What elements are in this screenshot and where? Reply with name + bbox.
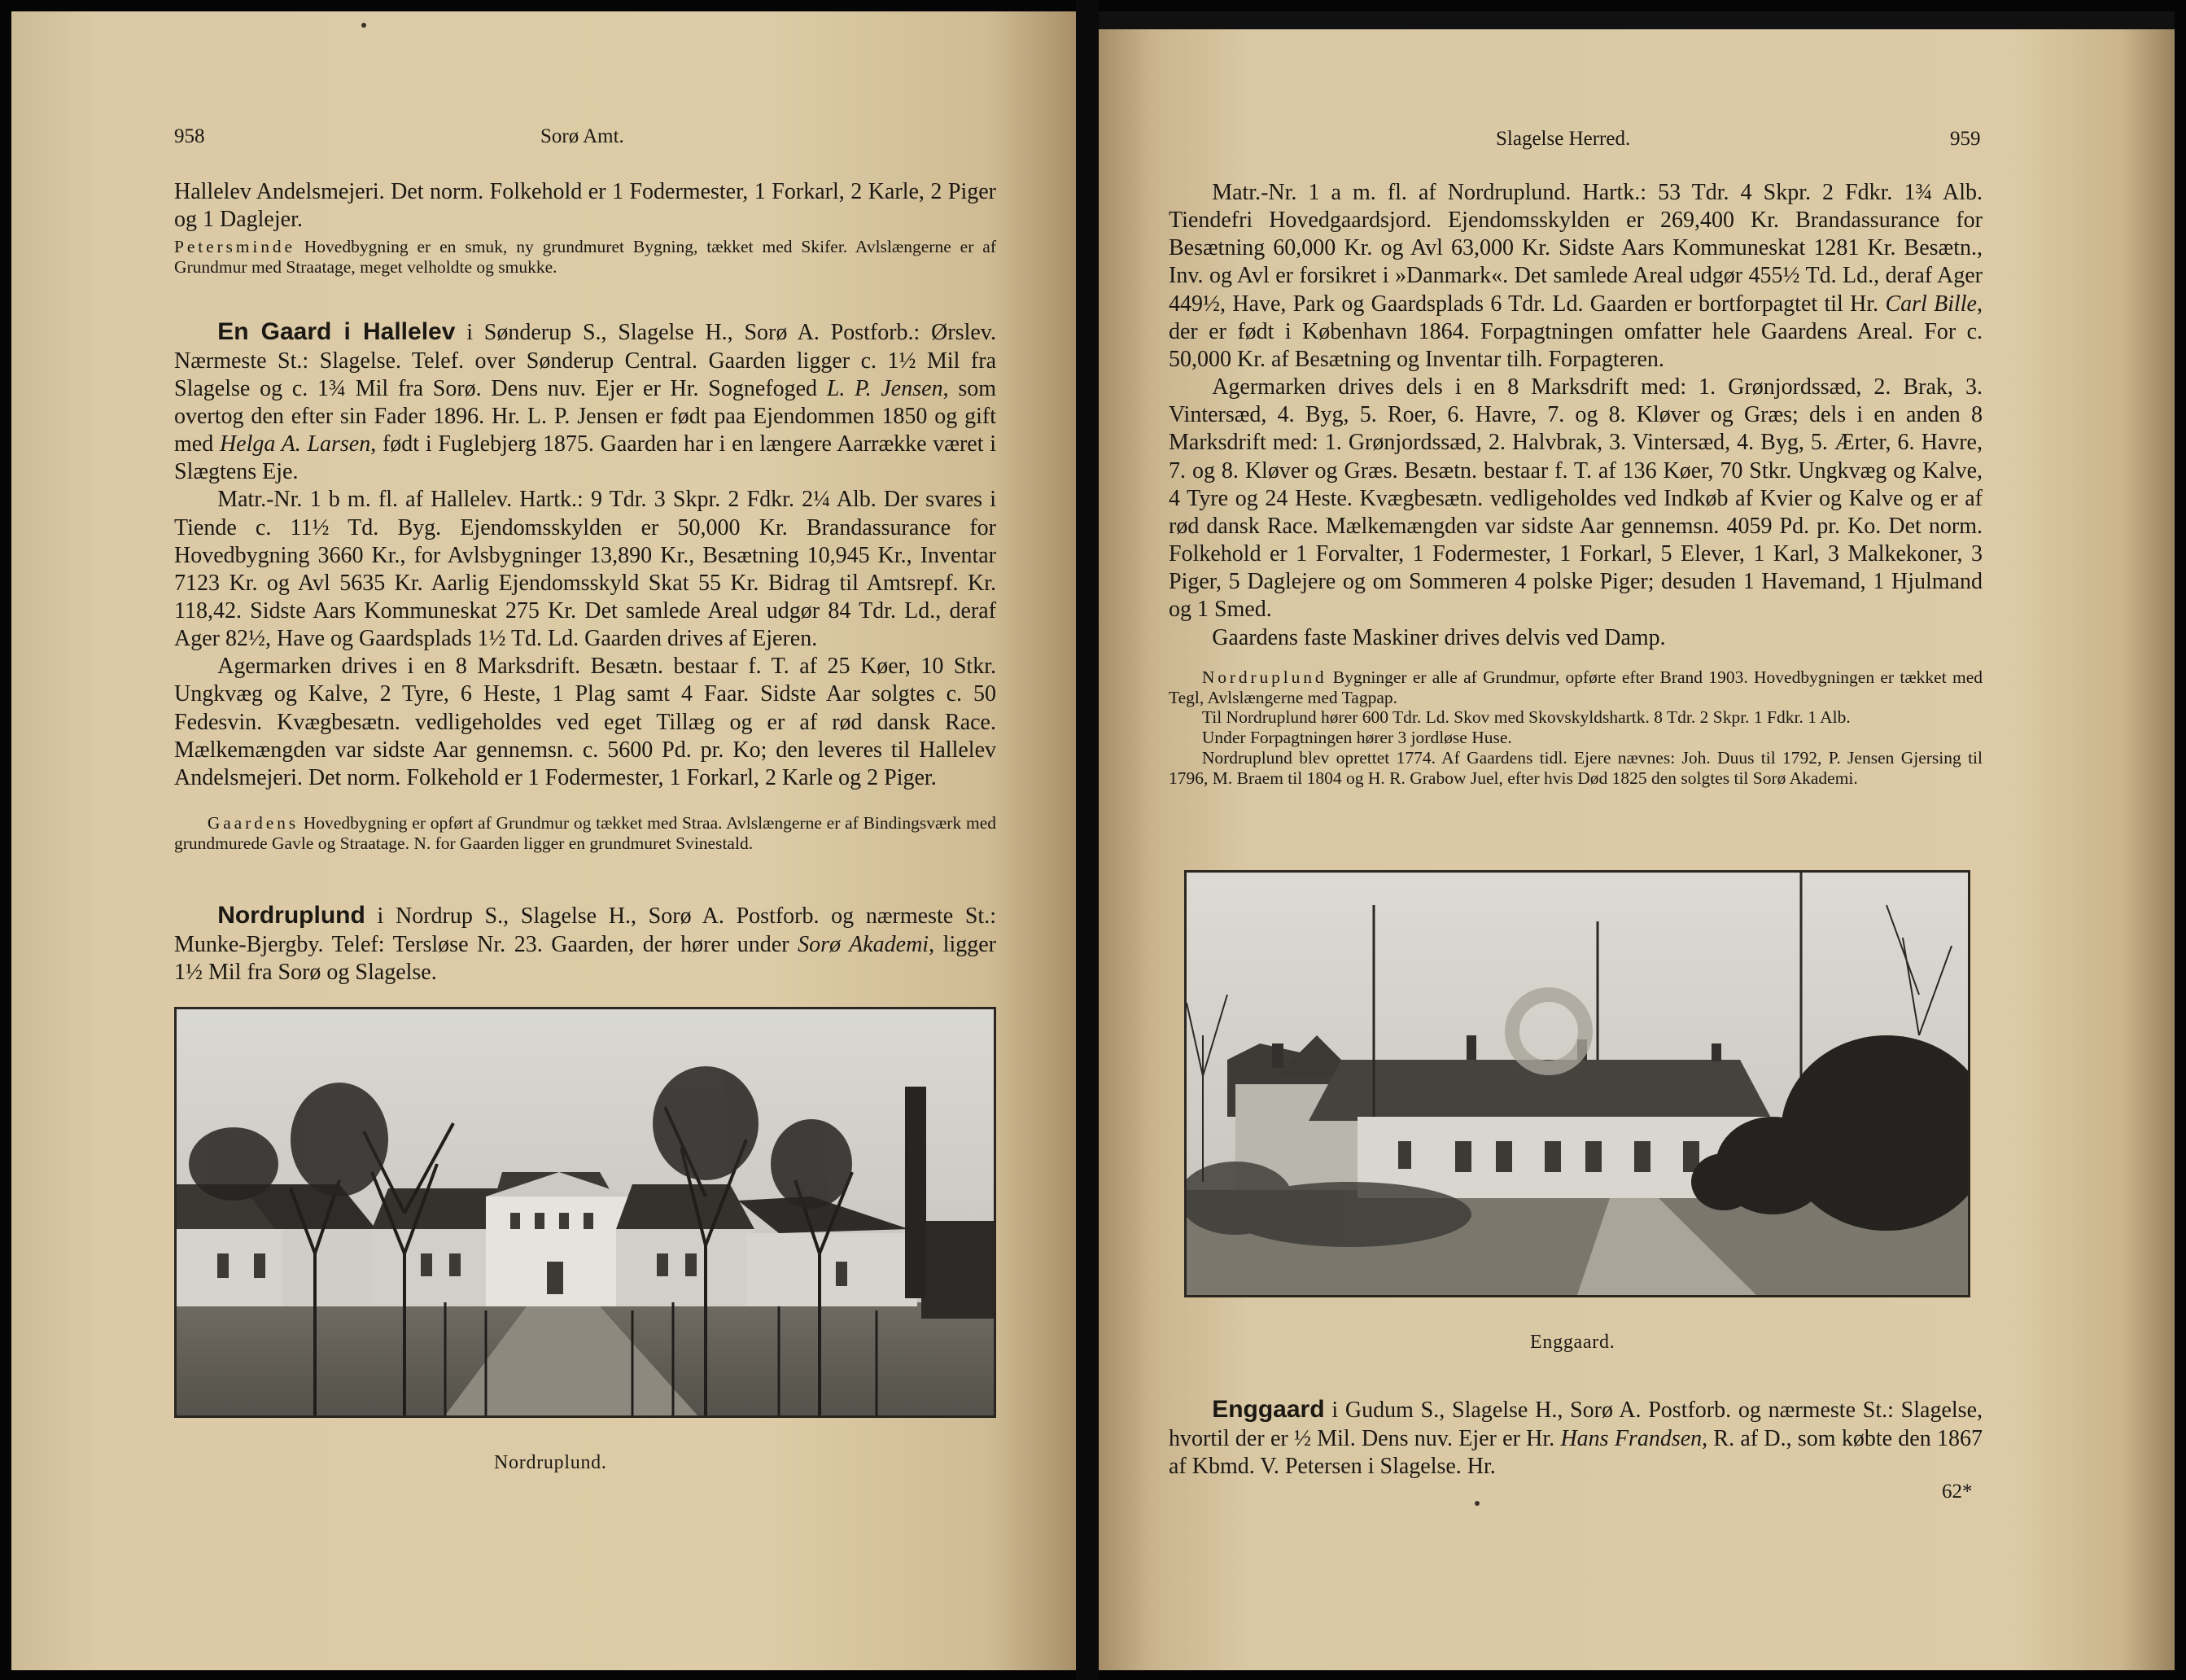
note-text: Bygninger er alle af Grundmur, opførte efter Brand 1903. Hovedbygningen er tækket med Tegl, Avlslængerne med Tagpap. xyxy=(1169,667,1983,707)
wife-name: Helga A. Larsen xyxy=(219,431,371,457)
photo-enggaard-illustration xyxy=(1187,873,1968,1295)
note-text: Hovedbygning er en smuk, ny grundmuret Bygning, tækket med Skifer. Avlslængerne er af Grundmur med Straatage, meget velholdte og smukke. xyxy=(174,237,996,277)
entry-text: i Gudum S., Slagelse H., Sorø A. Postforb. og nærmeste St.: Slagelse, hvortil der er ½ Mil. Dens nuv. Ejer er Hr. xyxy=(1169,1398,1983,1451)
paragraph: Agermarken drives i en 8 Marksdrift. Besætn. bestaar f. T. af 25 Køer, 10 Stkr. Ungkvæg og Kalve, 2 Tyre, 6 Heste, 1 Plag samt 4 Faar. Sidste Aar solgtes c. 50 Fedesvin. Kvægbesætn. vedligeholdes ved eget Tillæg og er af rød dansk Race. Mælkemængden var sidste Aar gennemsn. c. 5600 Pd. pr. Ko; den leveres til Hallelev Andelsmejeri. Det norm. Folkehold er 1 Fodermester, 1 Forkarl, 2 Karle og 2 Piger. xyxy=(174,654,996,790)
photo-caption: Nordruplund. xyxy=(494,1452,607,1473)
text-column xyxy=(1169,179,1983,652)
owner-name: Sorø Akademi xyxy=(798,931,929,957)
left-page xyxy=(11,11,1076,1670)
note-lead-word: Petersminde xyxy=(174,237,295,256)
entry-text: , født i Fuglebjerg 1875. Gaarden har i en længere Aarrække været i Slægtens Eje. xyxy=(174,431,997,485)
tenant-name: Carl Bille xyxy=(1885,291,1977,317)
entry-heading: En Gaard i Hallelev xyxy=(217,318,456,345)
right-page xyxy=(1099,11,2175,1670)
book-spine-shadow xyxy=(1076,0,1099,1680)
note-text: Til Nordruplund hører 600 Tdr. Ld. Skov med Skovskyldshartk. 8 Tdr. 2 Skpr. 1 Fdkr. 1 Alb. xyxy=(1201,707,1851,728)
owner-name: L. P. Jensen xyxy=(826,375,943,401)
note-text: Hovedbygning er opført af Grundmur og tækket med Straa. Avlslængerne er af Bindingsværk med grundmurede Gavle og Straatage. N. for Gaarden ligger en grundmuret Svinestald. xyxy=(174,813,996,853)
entry-text: , ligger 1½ Mil fra Sorø og Slagelse. xyxy=(174,931,996,985)
small-print-note xyxy=(174,813,996,853)
page-number: 958 xyxy=(174,125,205,147)
entry-text: , R. af D., som købte den 1867 af Kbmd. V. Petersen i Slagelse. Hr. xyxy=(1169,1425,1983,1479)
photo-nordruplund xyxy=(174,1007,996,1418)
entry-en-gaard-i-hallelev xyxy=(174,317,996,792)
text-column xyxy=(174,178,996,234)
entry-enggaard xyxy=(1169,1395,1983,1481)
paragraph: Hallelev Andelsmejeri. Det norm. Folkehold er 1 Fodermester, 1 Forkarl, 2 Karle, 2 Piger og 1 Daglejer. xyxy=(174,179,996,233)
paragraph: Agermarken drives dels i en 8 Marksdrift med: 1. Grønjordssæd, 2. Brak, 3. Vintersæd, 4. Byg, 5. Roer, 6. Havre, 7. og 8. Kløver og Græs; dels i en anden 8 Marksdrift med: 1. Grønjordssæd, 2. Halvbrak, 3. Vintersæd, 4. Byg, 5. Ærter, 6. Havre, 7. og 8. Kløver og Græs. Besætn. bestaar f. T. af 136 Køer, 70 Stkr. Ungkvæg og Kalve, 4 Tyre og 24 Heste. Kvægbesætn. vedligeholdes ved Indkøb af Kvier og Kalve og er af rød dansk Race. Mælkemængden var sidste Aar gennemsn. 4059 Pd. pr. Ko. Det norm. Folkehold er 1 Forvalter, 1 Fodermester, 1 Forkarl, 5 Elever, 1 Karl, 3 Malkekoner, 3 Piger, 5 Daglejere og om Sommeren 4 polske Piger; desuden 1 Havemand, 1 Hjulmand og 1 Smed. xyxy=(1169,374,1983,623)
owner-name: Hans Frandsen xyxy=(1560,1425,1703,1451)
entry-nordruplund xyxy=(174,901,996,987)
running-head: Slagelse Herred. xyxy=(1496,128,1631,150)
page-number: 959 xyxy=(1950,128,1981,150)
entry-text: i Nordrup S., Slagelse H., Sorø A. Postforb. og nærmeste St.: Munke-Bjergby. Telef: Tersløse Nr. 23. Gaarden, der hører under xyxy=(174,903,996,957)
photo-nordruplund-illustration xyxy=(177,1009,994,1415)
photo-enggaard xyxy=(1184,870,1970,1297)
entry-heading: Nordruplund xyxy=(217,902,365,929)
small-print-note xyxy=(1169,667,1983,788)
paragraph-text: Matr.-Nr. 1 a m. fl. af Nordruplund. Hartk.: 53 Tdr. 4 Skpr. 2 Fdkr. 1¾ Alb. Tiendefri Hovedgaardsjord. Ejendomsskylden er 269,400 Kr. Brandassurance for Besætning 60,000 Kr. og Avl 63,000 Kr. Sidste Aars Kommuneskat 1281 Kr. Besætn., Inv. og Avl er forsikret i »Danmark«. Det samlede Areal udgør 455½ Td. Ld., deraf Ager 449½, Have, Park og Gaardsplads 6 Tdr. Ld. Gaarden er bortforpagtet til Hr. xyxy=(1169,180,1983,317)
paragraph: Gaardens faste Maskiner drives delvis ved Damp. xyxy=(1212,624,1666,650)
signature-mark: 62* xyxy=(1942,1481,1973,1503)
entry-heading: Enggaard xyxy=(1212,1396,1325,1423)
photo-caption: Enggaard. xyxy=(1530,1332,1615,1353)
paragraph-text: , der er født i København 1864. Forpagtningen omfatter hele Gaardens Areal. For c. 50,000 Kr. af Besætning og Inventar tilh. Forpagteren. xyxy=(1169,291,1983,372)
note-text: Under Forpagtningen hører 3 jordløse Huse. xyxy=(1201,728,1512,748)
running-head: Sorø Amt. xyxy=(540,125,624,147)
print-speck xyxy=(361,23,366,28)
entry-text: i Sønderup S., Slagelse H., Sorø A. Postforb.: Ørslev. Nærmeste St.: Slagelse. Telef. over Sønderup Central. Gaarden ligger c. 1½ Mil fra Slagelse og c. 1¾ Mil fra Sorø. Dens nuv. Ejer er Hr. Sognefoged xyxy=(174,320,996,401)
note-lead-word: Gaardens xyxy=(207,813,299,833)
entry-text: , som overtog den efter sin Fader 1896. Hr. L. P. Jensen er født paa Ejendommen 1850 og gift med xyxy=(174,375,996,457)
print-speck xyxy=(1475,1501,1480,1506)
paragraph: Matr.-Nr. 1 b m. fl. af Hallelev. Hartk.: 9 Tdr. 3 Skpr. 2 Fdkr. 2¼ Alb. Der svares i Tiende c. 11½ Td. Byg. Ejendomsskylden er 50,000 Kr. Brandassurance for Hovedbygning 3660 Kr., for Avlsbygninger 13,890 Kr., Besætning 10,945 Kr., Inventar 7123 Kr. og Avl 5635 Kr. Aarlig Ejendomsskyld Skat 55 Kr. Bidrag til Amtsrepf. Kr. 118,42. Sidste Aars Kommuneskat 275 Kr. Det samlede Areal udgør 84 Tdr. Ld., deraf Ager 82½, Have og Gaardsplads 1½ Td. Ld. Gaarden drives af Ejeren. xyxy=(174,487,996,652)
note-lead-word: Nordruplund xyxy=(1201,667,1327,687)
note-text: Nordruplund blev oprettet 1774. Af Gaardens tidl. Ejere nævnes: Joh. Duus til 1792, P. Jensen Gjersing til 1796, M. Braem til 1804 og H. R. Grabow Juel, efter hvis Død 1825 den solgtes til Sorø Akademi. xyxy=(1169,747,1983,788)
small-print-note xyxy=(174,237,996,277)
